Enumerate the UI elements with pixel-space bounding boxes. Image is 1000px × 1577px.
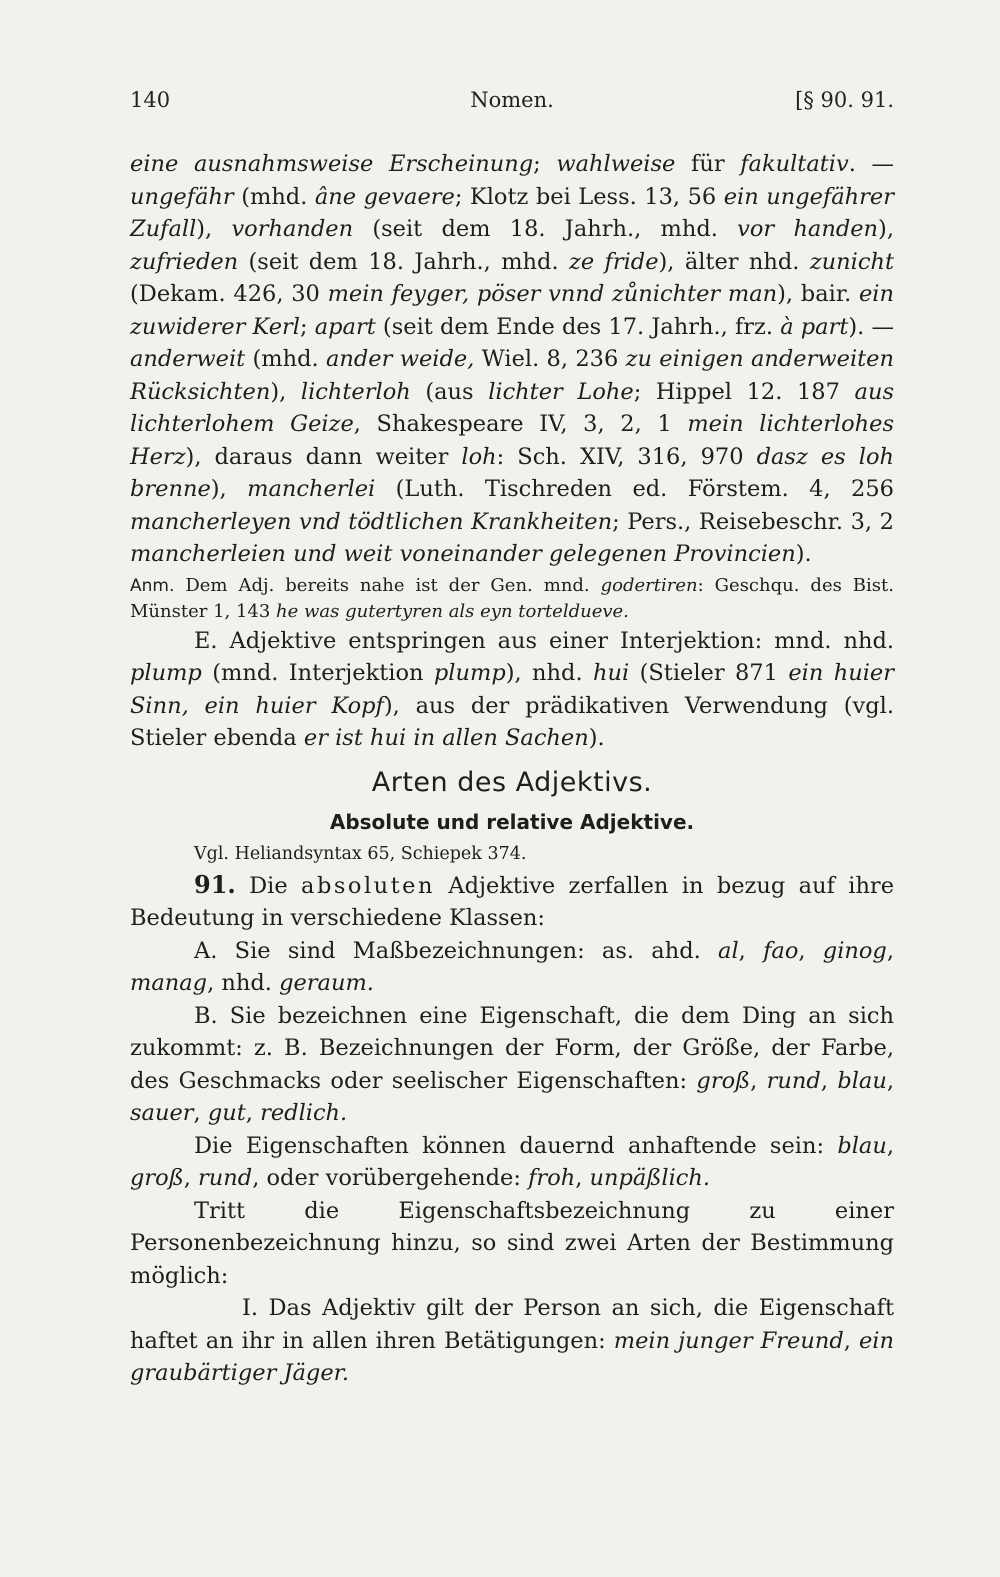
italic-term: eine ausnahmsweise Erscheinung bbox=[130, 151, 534, 177]
paragraph-i-person bbox=[130, 1292, 894, 1390]
paragraph-e-interjections bbox=[130, 625, 894, 755]
paragraph-a-measures bbox=[130, 935, 894, 1000]
text-run: , bbox=[886, 1067, 894, 1094]
italic-term: plump bbox=[130, 660, 202, 686]
paragraph-91-intro bbox=[130, 869, 894, 935]
italic-term: he was gutertyren als eyn torteldueve. bbox=[276, 600, 629, 622]
subsection-heading: Absolute und relative Adjektive. bbox=[329, 809, 695, 834]
italic-term: fao bbox=[763, 937, 799, 964]
text-run: , bbox=[183, 1165, 199, 1191]
text-run: , bbox=[750, 1067, 767, 1094]
text-run: (Stieler 871 bbox=[629, 660, 789, 686]
page-body bbox=[130, 148, 894, 1390]
italic-term: groß bbox=[696, 1067, 751, 1094]
text-run: (mnd. Interjektion bbox=[201, 660, 434, 686]
italic-term: anderweit bbox=[130, 346, 246, 372]
section-heading: Arten des Adjektivs. bbox=[371, 766, 653, 798]
text-run: ), aus der prädikativen Verwendung (vgl. Stieler ebenda bbox=[130, 692, 894, 751]
section-text-start bbox=[236, 873, 301, 899]
text-run: (Luth. Tischreden ed. Förstem. 4, 256 bbox=[375, 476, 894, 502]
italic-term: ein huier Sinn, ein huier Kopf bbox=[130, 660, 894, 719]
italic-term: rund bbox=[198, 1165, 253, 1191]
italic-term: ze fride bbox=[568, 248, 659, 275]
text-run: Die Eigenschaften können dauernd anhaftende sein: bbox=[194, 1132, 838, 1159]
italic-term: blau bbox=[837, 1132, 887, 1159]
literature-reference: Vgl. Heliandsyntax 65, Schiepek 374. bbox=[194, 843, 527, 864]
text-run: (Dekam. 426, 30 bbox=[130, 281, 328, 307]
italic-term: aus lichterlohem Geize bbox=[130, 378, 894, 437]
italic-term: blau bbox=[837, 1067, 887, 1094]
text-run: E. Adjektive entspringen aus einer Interjektion: mnd. nhd. bbox=[194, 627, 894, 654]
italic-term: loh bbox=[461, 443, 497, 470]
italic-term: manag bbox=[130, 970, 208, 996]
page-header bbox=[130, 88, 894, 118]
italic-term: sauer bbox=[130, 1100, 194, 1126]
note-label: Anm. bbox=[130, 575, 175, 596]
italic-term: ander weide, bbox=[326, 346, 475, 372]
italic-term: mein feyger, pöser vnnd zůnichter man bbox=[327, 281, 778, 307]
text-run: , bbox=[886, 937, 894, 964]
text-run: (mhd. bbox=[245, 346, 326, 372]
paragraph-permanent-temporary bbox=[130, 1130, 894, 1195]
spaced-term: absoluten bbox=[301, 872, 435, 899]
paragraph-adverbial-adjectives bbox=[130, 148, 894, 571]
text-run: , bbox=[798, 937, 823, 964]
text-run: (seit dem Ende des 17. Jahrh., frz. bbox=[375, 313, 781, 340]
text-run: ; bbox=[533, 151, 557, 177]
italic-term: ein ungefährer Zufall bbox=[130, 183, 895, 242]
italic-term: plump bbox=[433, 660, 506, 686]
text-run: ), bbox=[210, 476, 248, 502]
note-text bbox=[130, 575, 894, 622]
italic-term: gut bbox=[207, 1100, 246, 1126]
italic-term: mancherlei bbox=[247, 476, 376, 502]
annotation-note bbox=[130, 573, 894, 625]
italic-term: redlich. bbox=[260, 1100, 348, 1126]
italic-term: ein zuwiderer Kerl bbox=[130, 281, 894, 340]
page-number: 140 bbox=[130, 88, 171, 112]
text-run: , nhd. bbox=[207, 970, 280, 996]
text-run: ; Hippel 12. 187 bbox=[633, 378, 855, 405]
text-run: , oder vorübergehende: bbox=[252, 1165, 529, 1191]
paragraph-person-designation bbox=[130, 1195, 894, 1293]
italic-term: mancherleyen vnd tödtlichen Krankheiten bbox=[130, 508, 613, 535]
italic-term: ginog bbox=[822, 937, 887, 964]
italic-term: zu einigen anderweiten Rücksichten bbox=[130, 346, 894, 405]
text-run: ), bbox=[878, 216, 894, 242]
text-run: , bbox=[193, 1100, 208, 1126]
text-run: Dem Adj. bereits nahe ist der Gen. mnd. bbox=[174, 574, 601, 596]
text-run: (mhd. bbox=[233, 183, 315, 210]
italic-term: vor handen bbox=[737, 216, 879, 242]
text-run: , bbox=[245, 1100, 261, 1126]
italic-term: zufrieden bbox=[130, 248, 239, 275]
text-run: ). bbox=[588, 725, 605, 751]
text-run: Adjektive zerfallen in bezug auf ihre Bedeutung in verschiedene Klassen: bbox=[130, 872, 895, 931]
text-run: : Sch. XIV, 316, 970 bbox=[496, 443, 757, 470]
text-run: ; Klotz bei Less. 13, 56 bbox=[454, 183, 724, 210]
italic-term: âne gevaere bbox=[314, 183, 455, 210]
section-number: 91. bbox=[194, 869, 236, 899]
text-run: (seit dem 18. Jahrh., mhd. bbox=[238, 248, 569, 275]
text-run: , bbox=[738, 937, 764, 964]
italic-term: mein lichterlohes Herz bbox=[130, 411, 894, 470]
text-run: ), bbox=[196, 216, 232, 242]
italic-term: mancherleien und weit voneinander gelegenen Provincien bbox=[130, 541, 796, 567]
text-run: Tritt die Eigenschaftsbezeichnung zu einer Personenbezeichnung hinzu, so sind zwei Arten der Bestimmung möglich: bbox=[130, 1197, 894, 1289]
text-run: ; Pers., Reisebeschr. 3, 2 bbox=[612, 508, 894, 535]
italic-term: lichter Lohe bbox=[488, 378, 634, 405]
text-run: ), älter nhd. bbox=[658, 248, 810, 275]
italic-term: lichterloh bbox=[300, 378, 411, 405]
text-run: für bbox=[675, 151, 741, 177]
text-run: , Shakespeare IV, 3, 2, 1 bbox=[353, 411, 688, 437]
text-run: B. Sie bezeichnen eine Eigenschaft, die dem Ding an sich zukommt: z. B. Bezeichnungen der Form, der Größe, der Farbe, des Geschmacks oder seelischer Eigenschaften: bbox=[130, 1002, 894, 1094]
text-run: (seit dem 18. Jahrh., mhd. bbox=[353, 216, 738, 242]
italic-term: dasz es loh brenne bbox=[130, 443, 894, 502]
text-run: I. Das Adjektiv gilt der Person an sich, die Eigenschaft haftet an ihr in allen ihren Betätigungen: bbox=[130, 1295, 894, 1354]
italic-term: ein graubärtiger Jäger. bbox=[130, 1327, 894, 1386]
text-run: ), bbox=[270, 378, 301, 405]
text-run: , bbox=[886, 1132, 894, 1159]
italic-term: fakultativ bbox=[740, 151, 849, 177]
italic-term: zunicht bbox=[809, 248, 894, 275]
italic-term: mein junger Freund bbox=[613, 1327, 844, 1354]
running-title: Nomen. bbox=[470, 88, 554, 112]
text-run: ), bair. bbox=[777, 281, 859, 307]
text-run: ; bbox=[299, 313, 315, 340]
section-reference: [§ 90. 91. bbox=[795, 88, 894, 112]
italic-term: geraum. bbox=[279, 970, 374, 996]
text-run: ). bbox=[795, 541, 812, 567]
italic-term: groß bbox=[130, 1165, 184, 1191]
text-run: Die bbox=[235, 872, 302, 899]
italic-term: vorhanden bbox=[231, 216, 354, 242]
text-run: : Geschqu. des Bist. Münster 1, 143 bbox=[130, 574, 894, 622]
text-run: ), daraus dann weiter bbox=[185, 443, 462, 470]
italic-term: al bbox=[718, 937, 739, 964]
text-run: A. Sie sind Maßbezeichnungen: as. ahd. bbox=[194, 937, 719, 964]
text-run: , bbox=[820, 1067, 838, 1094]
italic-term: wahlweise bbox=[556, 151, 676, 177]
italic-term: godertiren bbox=[600, 574, 698, 596]
italic-term: froh bbox=[528, 1165, 576, 1191]
italic-term: rund bbox=[766, 1067, 821, 1094]
paragraph-b-properties bbox=[130, 1000, 894, 1130]
text-run: ), nhd. bbox=[505, 660, 593, 686]
italic-term: ungefähr bbox=[130, 183, 234, 210]
text-run: Wiel. 8, 236 bbox=[474, 346, 626, 372]
text-run: (aus bbox=[410, 378, 489, 405]
italic-term: hui bbox=[593, 660, 630, 686]
text-run: , bbox=[843, 1327, 859, 1354]
text-run: , bbox=[575, 1165, 590, 1191]
italic-term: apart bbox=[314, 313, 376, 340]
text-run: ). — bbox=[848, 313, 894, 340]
text-run: . — bbox=[848, 151, 894, 177]
italic-term: er ist hui in allen Sachen bbox=[303, 725, 589, 751]
italic-term: unpäßlich. bbox=[589, 1165, 711, 1191]
italic-term: à part bbox=[780, 313, 849, 340]
